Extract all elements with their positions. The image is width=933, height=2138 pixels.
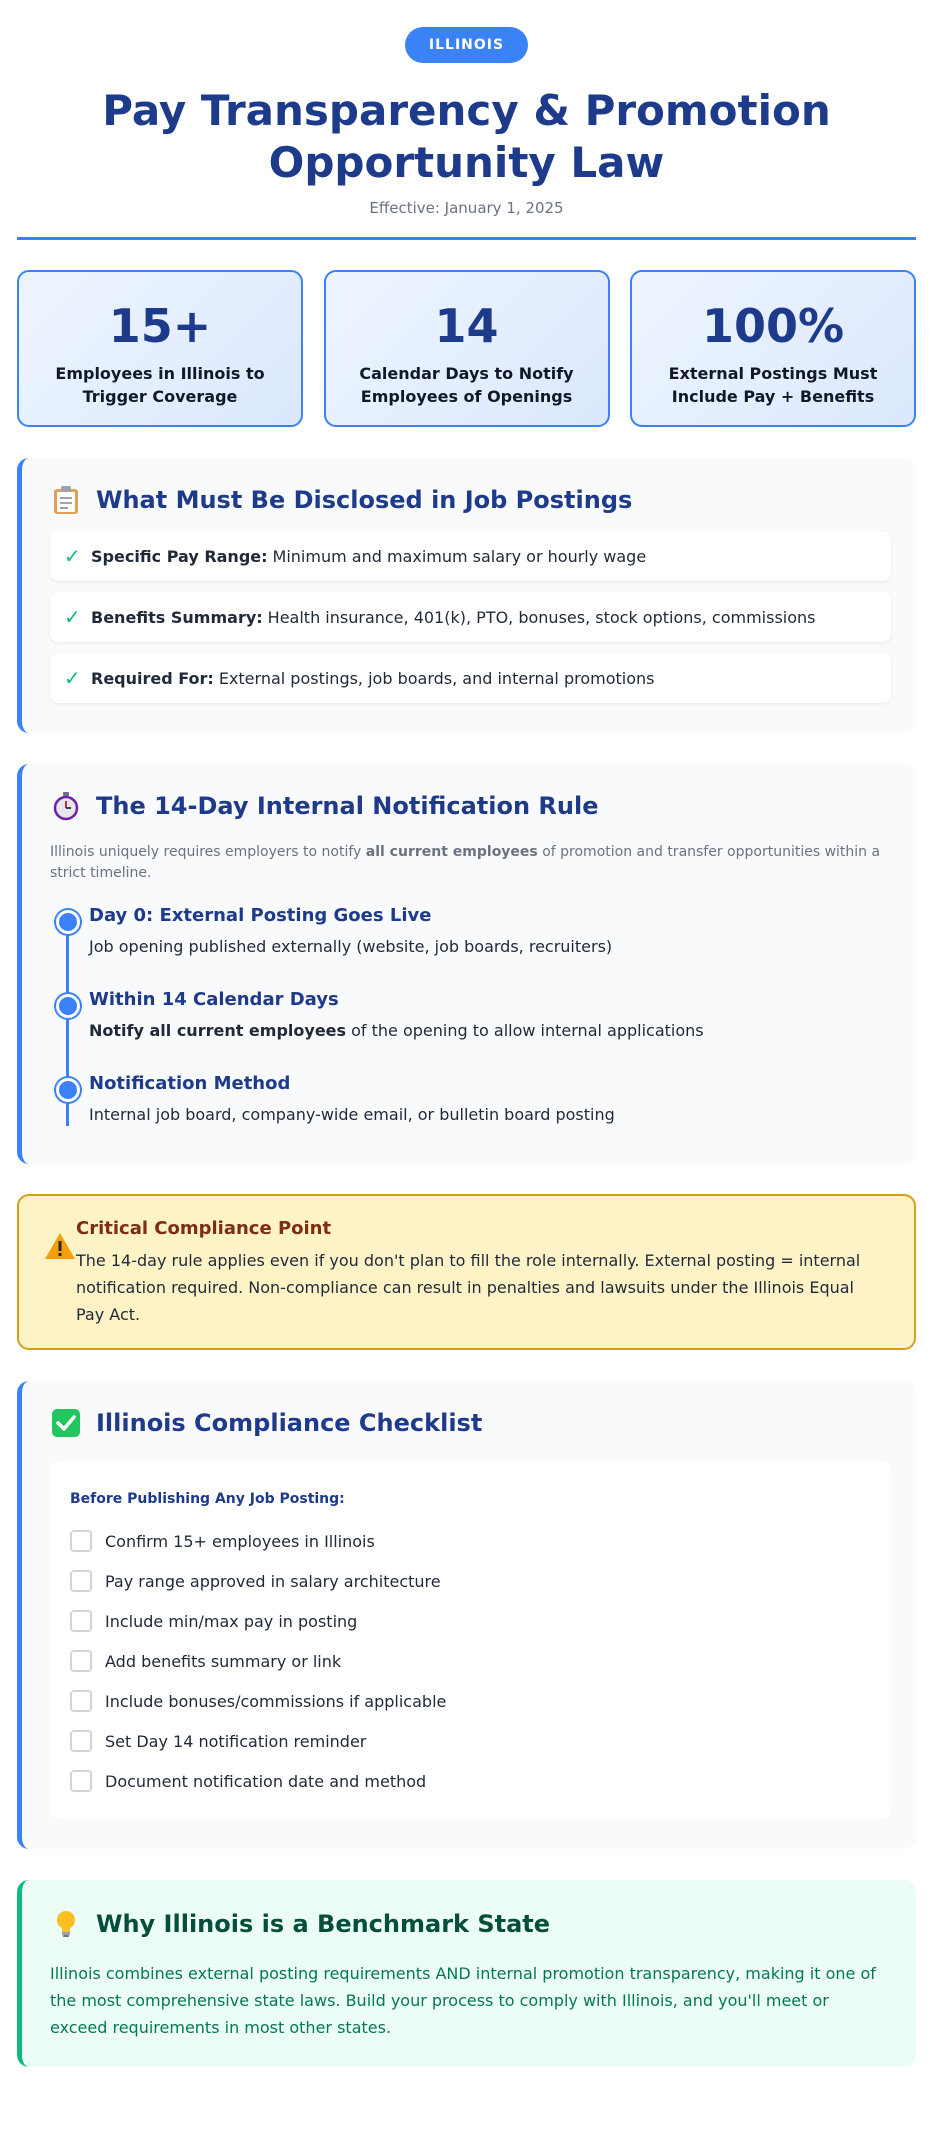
checkbox[interactable] bbox=[70, 1690, 92, 1712]
list-item bbox=[50, 653, 891, 703]
checklist-item[interactable] bbox=[70, 1601, 871, 1641]
step-emphasis: Notify all current employees bbox=[89, 1021, 347, 1040]
checklist-item-label: Document notification date and method bbox=[105, 1771, 427, 1791]
light-bulb-icon bbox=[50, 1908, 82, 1940]
step-description bbox=[89, 936, 891, 958]
checkbox[interactable] bbox=[70, 1570, 92, 1592]
section-title: Illinois Compliance Checklist bbox=[96, 1409, 483, 1437]
stat-label: Employees in Illinois to Trigger Coverage bbox=[55, 364, 265, 406]
checkbox[interactable] bbox=[70, 1530, 92, 1552]
step-text: Job opening published externally (website, job boards, recruiters) bbox=[89, 937, 613, 956]
section-title: What Must Be Disclosed in Job Postings bbox=[96, 486, 633, 514]
warning-title: Critical Compliance Point bbox=[76, 1218, 332, 1239]
step-title: Day 0: External Posting Goes Live bbox=[89, 905, 432, 926]
checklist-item[interactable] bbox=[70, 1641, 871, 1681]
checklist-box bbox=[50, 1461, 891, 1819]
warning-icon bbox=[44, 1218, 76, 1328]
item-text: Health insurance, 401(k), PTO, bonuses, stock options, commissions bbox=[267, 607, 816, 627]
step-description bbox=[89, 1104, 891, 1126]
step-description bbox=[89, 1020, 891, 1042]
section-title: The 14-Day Internal Notification Rule bbox=[96, 792, 599, 820]
section-header bbox=[50, 1908, 891, 1940]
step-text: Internal job board, company-wide email, or bulletin board posting bbox=[89, 1105, 615, 1124]
checklist-item[interactable] bbox=[70, 1721, 871, 1761]
timeline-dot bbox=[56, 994, 80, 1018]
warning-text: The 14-day rule applies even if you don't plan to fill the role internally. External posting = internal notification required. Non-compliance can result in penalties and lawsuits under the Illinois Equal Pay Act. bbox=[76, 1251, 861, 1324]
item-label: Benefits Summary: bbox=[91, 607, 263, 627]
page-title: Pay Transparency & Promotion Opportunity Law bbox=[102, 86, 831, 187]
item-text: External postings, job boards, and internal promotions bbox=[218, 668, 655, 688]
intro-text: Illinois uniquely requires employers to notify bbox=[50, 844, 366, 860]
checklist-item[interactable] bbox=[70, 1681, 871, 1721]
stopwatch-icon bbox=[50, 790, 82, 822]
step-text: of the opening to allow internal applications bbox=[346, 1021, 704, 1040]
intro-emphasis: all current employees bbox=[365, 844, 538, 860]
compliance-warning bbox=[17, 1194, 916, 1350]
benchmark-section bbox=[17, 1880, 916, 2067]
intro-text: of promotion and transfer opportunities within a strict timeline. bbox=[50, 844, 881, 881]
checklist-item[interactable] bbox=[70, 1561, 871, 1601]
timeline-step bbox=[56, 904, 891, 958]
stat-card-days bbox=[324, 270, 610, 427]
stat-label: External Postings Must Include Pay + Benefits bbox=[668, 364, 878, 406]
step-title: Notification Method bbox=[89, 1073, 291, 1094]
disclosure-section bbox=[17, 458, 916, 733]
checklist-item-label: Confirm 15+ employees in Illinois bbox=[105, 1531, 375, 1551]
timeline-step bbox=[56, 988, 891, 1042]
timeline-dot bbox=[56, 910, 80, 934]
step-title: Within 14 Calendar Days bbox=[89, 989, 339, 1010]
timeline-dot bbox=[56, 1078, 80, 1102]
list-item bbox=[50, 592, 891, 642]
timeline-step bbox=[56, 1072, 891, 1126]
checklist-item-label: Set Day 14 notification reminder bbox=[105, 1731, 367, 1751]
timeline bbox=[56, 904, 891, 1126]
effective-date: Effective: January 1, 2025 bbox=[369, 199, 564, 217]
clipboard-icon bbox=[50, 484, 82, 516]
checklist-section bbox=[17, 1381, 916, 1849]
header bbox=[17, 0, 916, 63]
state-badge: ILLINOIS bbox=[405, 27, 528, 63]
check-icon: ✓ bbox=[64, 605, 81, 629]
checklist-item-label: Include min/max pay in posting bbox=[105, 1611, 358, 1631]
stats-row bbox=[17, 270, 916, 427]
list-item bbox=[50, 531, 891, 581]
stat-value: 15+ bbox=[108, 299, 212, 353]
check-mark-icon bbox=[50, 1407, 82, 1439]
item-text: Minimum and maximum salary or hourly wage bbox=[272, 546, 647, 566]
section-header bbox=[50, 1407, 891, 1439]
checkbox[interactable] bbox=[70, 1730, 92, 1752]
item-label: Required For: bbox=[91, 668, 214, 688]
checklist-item[interactable] bbox=[70, 1521, 871, 1561]
benchmark-text: Illinois combines external posting requirements AND internal promotion transparency, making it one of the most comprehensive state laws. Build your process to comply with Illinois, and you'll meet or exceed requirements in most other states. bbox=[50, 1964, 876, 2037]
checklist-item-label: Pay range approved in salary architecture bbox=[105, 1571, 441, 1591]
checklist-item[interactable] bbox=[70, 1761, 871, 1801]
stat-label: Calendar Days to Notify Employees of Openings bbox=[359, 364, 574, 406]
section-intro bbox=[50, 842, 891, 884]
section-header bbox=[50, 484, 891, 516]
item-label: Specific Pay Range: bbox=[91, 546, 268, 566]
stat-value: 14 bbox=[434, 299, 499, 353]
checkbox[interactable] bbox=[70, 1610, 92, 1632]
checklist-heading: Before Publishing Any Job Posting: bbox=[70, 1491, 345, 1507]
check-icon: ✓ bbox=[64, 544, 81, 568]
checkbox[interactable] bbox=[70, 1650, 92, 1672]
stat-card-postings bbox=[630, 270, 916, 427]
check-icon: ✓ bbox=[64, 666, 81, 690]
checklist-item-label: Add benefits summary or link bbox=[105, 1651, 342, 1671]
stat-value: 100% bbox=[701, 299, 845, 353]
disclosure-list bbox=[50, 531, 891, 703]
warning-content bbox=[76, 1218, 884, 1328]
section-header bbox=[50, 790, 891, 822]
checkbox[interactable] bbox=[70, 1770, 92, 1792]
section-title: Why Illinois is a Benchmark State bbox=[96, 1910, 551, 1938]
checklist-items bbox=[70, 1521, 871, 1801]
stat-card-employees bbox=[17, 270, 303, 427]
header-divider bbox=[17, 237, 916, 240]
checklist-item-label: Include bonuses/commissions if applicable bbox=[105, 1691, 447, 1711]
notification-section bbox=[17, 764, 916, 1164]
